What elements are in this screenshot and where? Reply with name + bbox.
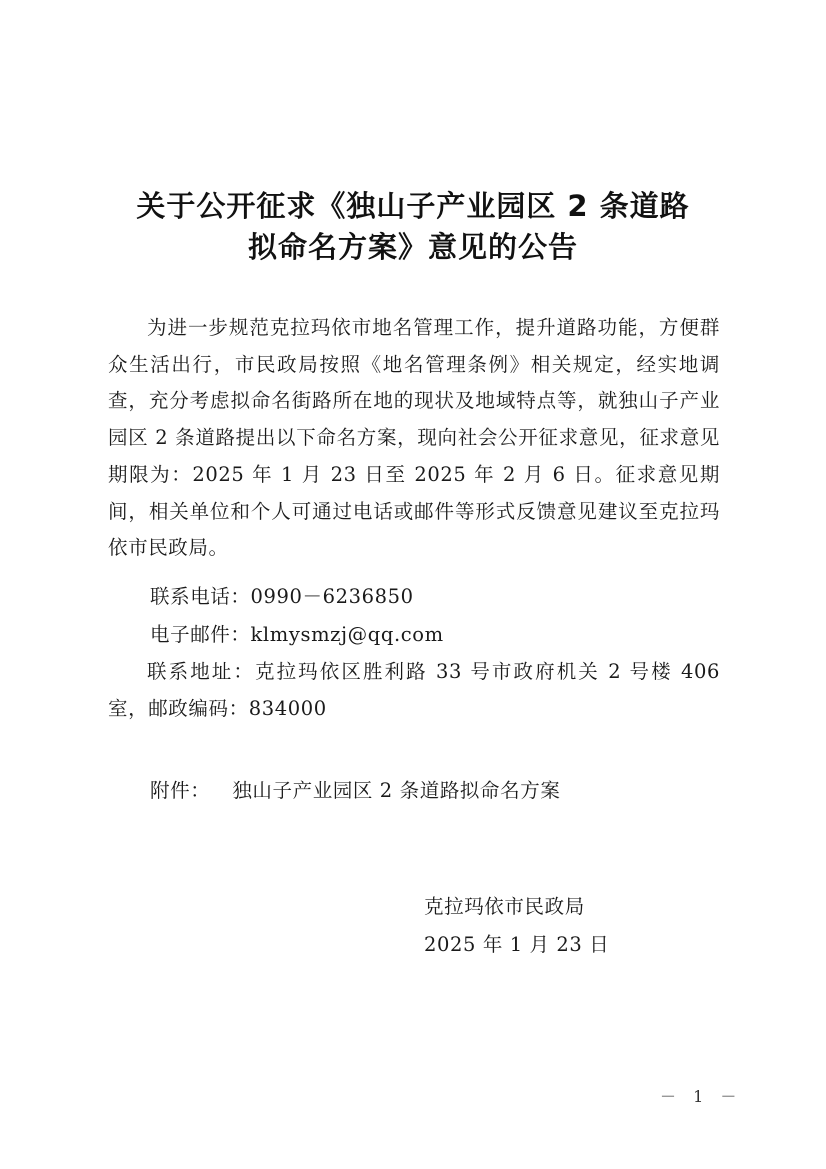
- document-title-line-1: 关于公开征求《独山子产业园区 2 条道路: [136, 189, 690, 223]
- signature-date: 2025 年 1 月 23 日: [424, 933, 610, 956]
- signature-organization: 克拉玛依市民政局: [424, 895, 585, 918]
- attachment-title: 独山子产业园区 2 条道路拟命名方案: [232, 779, 561, 802]
- contact-address: 联系地址：克拉玛依区胜利路 33 号市政府机关 2 号楼 406 室，邮政编码：834000: [108, 660, 720, 720]
- page-number: － 1 －: [660, 1087, 743, 1106]
- contact-phone: 联系电话：0990－6236850: [150, 585, 414, 608]
- attachment-line: [150, 773, 560, 810]
- main-paragraph: 为进一步规范克拉玛依市地名管理工作，提升道路功能，方便群众生活出行，市民政局按照《地名管理条例》相关规定，经实地调查，充分考虑拟命名街路所在地的现状及地域特点等，就独山子产业园区 2 条道路提出以下命名方案，现向社会公开征求意见，征求意见期限为：2025 年 1 月 23 日至 2025 年 2 月 6 日。征求意见期间，相关单位和个人可通过电话或邮件等形式反馈意见建议至克拉玛依市民政局。: [108, 316, 720, 560]
- contact-email: 电子邮件：klmysmzj@qq.com: [150, 623, 444, 646]
- document-title-line-2: 拟命名方案》意见的公告: [247, 230, 578, 264]
- attachment-label: 附件：: [150, 779, 211, 802]
